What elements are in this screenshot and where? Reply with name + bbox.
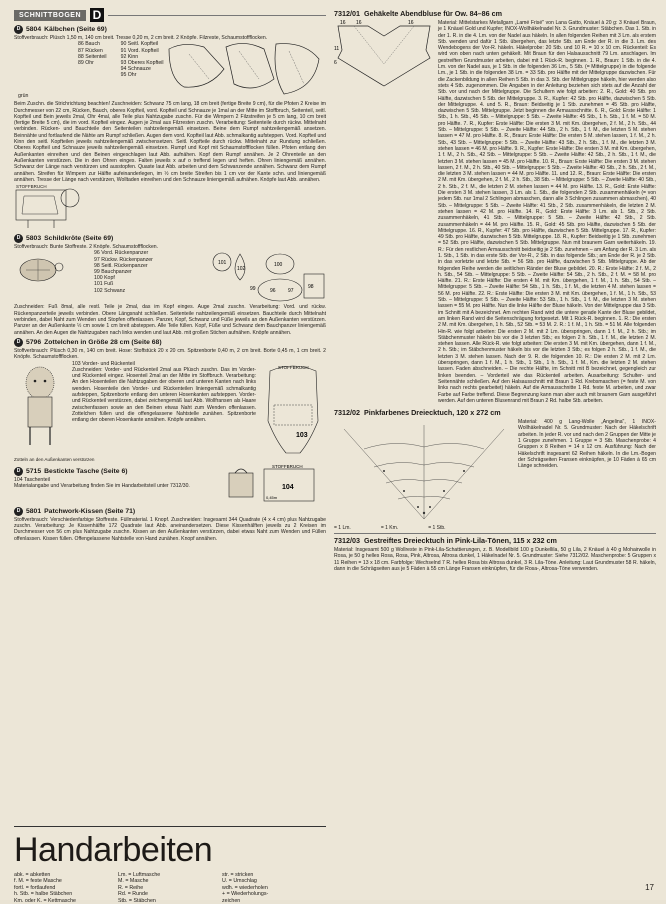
part-label: 104 Taschenteil [14,476,50,483]
handarbeiten-box [14,826,326,904]
abbreviation-item: Rd. = Runde [118,891,148,898]
part-label: 97 Rückw. Rückenpanzer [94,256,153,263]
instructions-text: Beim Zuschn. die Strichrichtung beachten! Zuschneiden: Schwanz 75 cm lang, 18 cm breit (fertige Breite 9 cm), für die Pfoten 2 Kreise im Durchmesser von 22 cm, Rücken, Bauch, oberes Kopfteil, vord. Kopfteil und Schnauze je 1mal an der Mitte im Stoffbruch, Seitenteil, seitl. Kopfteil und Bein jeweils 2mal, Ohr 4mal, alle Teile plus Nahtzugabe zuschn. Für die Wimpern 2 Filzstreifen je 5 cm lang, 10 cm breit (fertige Breite 5 cm), die im vord. Kopfteil eingez. Augen je 2mal aus Filzresten zuschn. Verarbeitung: Seitenteile durch rückw. Mittelnaht verbinden. Rücken- und Bauchteile den Seitenteilen nahtzeilengemäß einsetzen. Beine dem Rumpf nahtzeilengemäß ansetzen. Beinnähte und fortlaufend die Nähte am Rumpf schließen. Augen dem vord. Kopfteil laut Abb. schmalkantig aufsteppen. Vord. Kopfteil und Kinn den seitl. Kopfteilen jeweils nahtzeilengemäß zwischensetzen. Seitl. Kopfteile durch rückw. Mittelnaht zur Rundung schließen. Oberes Kopfteil und Schnauze jeweils nahtzeilengemäß einsetzen. Rumpf und Kopf mit Schaumstoffflocken füllen. Pfoten entlang den Außenkanten einreihen und den Beinen eingeschlagen laut Abb. aufnähen. Kopf dem Rumpf annähen. Je 2 Ohrenteile an den Außenkanten verstürzen. Die in den Ohren einges. Falten jeweils x auf o treffend legen und heften. Ohren liniengemäß annähen. Schwanz der Länge nach verstürzen und ausstopfen. Quaste laut Abb. arbeiten und dem Schwanzende annähen. Schwanz dem Rumpf annähen. Streifen für Wimpern zur Hälfte aufeinanderlegen, im ½ cm breite Streifen bis 1 cm vor der Kante schn. und liniengemäß annähen. Tresse der Länge nach verstürzen, Wolltaden einreihen und den Schnauze liniengemäß aufnähen. Knöpfe laut Abb. annähen. [14,101,326,183]
instructions-text: Zuschneiden: Fuß 8mal, alle restl. Teile je 2mal, das im Kopf einges. Auge 2mal zuschn. Verarbeitung: Vord. und rückw. Rückenpanzerteile jeweils verbinden. Obere Längsnaht schließen. Seitenteile nahtzeilengemäß einsetzen. Bauchteile durch Mittelnaht verbinden, dabei Naht zum Wenden und Stopfen offenlassen. Panzer, Kopf, Schwanz und Füße jeweils an den Außenkanten verstürzen. Panzer an der Außenkante ½ cm sowie 1 cm breit absteppen. Alle Teile füllen. Kopf, Füße und Schwanz dem Bauchpanzer liniengemäß annähen. An den Augen die Nahtzugaben nach links wenden und laut Abb. mit großen Stichen aufnähen. Knöpfe annähen. [14,304,326,336]
pattern-title-abendbluse [334,9,656,18]
calf-pattern-sketch [164,39,324,101]
instructions-text: Material: 400 g Lang-Wolle „Angelina", 1 INOX-Wollhäkelnadel Nr. 5. Grundmuster: Nach der Häkelschrift arbeiten. In jeder R. vor und nach den 2 Gruppen der Mitte je 1 Gruppe zunehmen. 1 Gruppe = 3 Stb. Maschenprobe: 4 Gruppen x 8 Reihen = 14 x 12 cm. Ausführung: Nach der Häkelschrift insgesamt 62 Reihen häkeln. In die Lm.-Bogen der Schrägseiten Fransen einknüpfen, je 10 Fäden à 65 cm Länge schneiden. [518,419,656,470]
part-label: 99 Bauchpanzer [94,269,132,276]
part-label: 87 Rücken [78,47,103,54]
pattern-number: 7312/02 [334,408,360,418]
pattern-title: Gestreiftes Dreiecktuch in Pink-Lila-Tönen, 115 x 232 cm [363,536,557,546]
part-label: 94 Schnauze [120,66,151,73]
parts-list [94,250,153,293]
section-patchwork [14,507,326,542]
fig-number: 98 [308,284,314,291]
blouse-schematic [334,20,434,90]
legend-item: = 1 Km. [380,525,399,532]
pattern-badge-icon: D [14,25,23,34]
instructions-text: Stoffverbrauch: Verschiedenfarbige Stoffreste. Füllmaterial. 1 Knopf. Zuschneiden: Insgesamt 344 Quadrate (4 x 4 cm) plus Nahtzugabe zuschn. Verarbeitung: Je Kissenhälfte 172 Quadrate laut Abb. aneinandersetzen. Diese Kissenhälften jeweils zu 2 Kreisen im Durchmesser von 56 cm plus Nahtzugabe zuschn. Kissen an den Außenkanten verstürzen, dabei etwas Naht zum Wenden und Füllen offenlassen. Kissen füllen. Offengelassene Nahtstelle von Hand zunähen. Knopf annähen. [14,516,326,542]
abbreviation-item: h. Stb. = halbe Stäbchen [14,891,73,898]
fold-label: STOFFBRUCH [272,463,303,469]
part-label: 101 Fuß [94,281,114,288]
part-label: 102 Schwanz [94,287,126,294]
calf-illustration [14,184,84,230]
handarbeiten-title: Handarbeiten [14,831,213,869]
part-label: 89 Ohr [78,59,94,66]
header-letter: D [90,8,104,22]
abbreviation-item: R. = Reihe [118,884,144,891]
abbreviation-item: abk. = abketten [14,872,51,878]
part-label: 91 Vord. Kopfteil [120,47,159,54]
fig-number: 100 [274,262,283,269]
part-label: 90 Seitl. Kopfteil [120,41,159,48]
fig-number: 99 [250,286,256,293]
abbreviation-item: Lm. = Luftmasche [118,872,161,878]
left-column [14,8,326,904]
fig-note: Zotteln an den Außenkanten verstürzen [14,456,95,462]
section-schildkroete [14,234,326,336]
fold-label: STOFFBRUCH [16,184,47,190]
chart-mark: 16 [356,20,362,26]
zottelchen-illustration [14,361,68,457]
header-label: SCHNITTBOGEN [14,10,86,21]
part-label: 98 Seitl. Rückenpanzer [94,262,148,269]
section-zottelchen [14,338,326,463]
pattern-number: 5803 [26,235,42,243]
pattern-title-dreiecktuch [334,408,656,417]
part-label: 96 Vord. Rückenpanzer [94,250,149,257]
header-rule [108,15,326,16]
part-label: 92 Kinn [120,53,139,60]
abbreviation-item: M. = Masche [118,878,149,885]
bag-illustration [226,465,256,499]
pattern-title: Patchwork-Kissen (Seite 71) [44,507,136,515]
abbreviation-item: fortl. = fortlaufend [14,884,56,891]
fig-number: 96 [270,288,276,295]
abbreviation-item: Stb. = Stäbchen [118,897,156,904]
abbreviation-item: str. = stricken [222,872,254,878]
fig-number: 101 [218,260,227,267]
pattern-number: 5715 [26,467,42,475]
fig-number: 103 [296,431,308,439]
zottelchen-pattern-sketch [260,361,326,457]
part-label: 103 Vorder- und Rückenteil [72,360,135,367]
pattern-title: Bestickte Tasche (Seite 6) [44,467,128,475]
pattern-number: 7312/01 [334,9,360,18]
symbol-legend [334,525,656,531]
chart-mark: 6 [334,60,337,66]
section-tasche [14,465,326,505]
pattern-title: Gehäkelte Abendbluse für Ow. 84–86 cm [363,9,503,18]
instructions-text: Material: Mittelstarkes Metallgarn „Lamé Frisé" von Lana Gatto, Knäuel à 20 g: 3 Knäuel Braun, je 1 Knäuel Gold und Kupfer; INOX-Wollhäkelnadel Nr. 3. Grundmuster: Stäbchen. Das 1. Stb. in der 1. R. in die 4. Lm. von der Nadel aus häkeln. In allen folgenden Reihen mit 3 Lm. als erstem Stb. wenden und dafür 1 Stb. übergehen, das letzte Stb. am Ende der R. in die 3. Lm. des Wendebogens der Vor-R. häkeln. Häkelprobe: 20 Stb. und 10 R. = 10 x 10 cm. Rückenteil: Es wird von oben nach unten gehäkelt. Mit Braun für den Halsausschnitt 79 Lm. anschlagen. Im gestreiften Grundmuster arbeiten, dabei mit 1 Rück-R. beginnen. 1. R., Braun: 1 Stb. in die 4. Lm. von der Nadel aus, je 1 Stb. in die folgenden 36 Lm., 5 Stb. (= Mittelgruppe) in die folgende Lm., je 1 Stb. in die folgenden 38 Lm. = 33 Stb. pro Hälfte mit der Mittelgruppe dazwischen. Für die Zackenbildung in allen Reihen 5 Stb. in das 3. Stb. der Mittelgruppe häkeln, hier werden also stets 4 Stb. zugenommen. Die Angaben in der Anleitung beziehen sich stets auf die Anzahl der Stb. vor und nach der Mittelgruppe. Die Schultern wie folgt arbeiten: 2. R., Gold: 40 Stb. pro Hälfte, dazwischen 5 Stb. der Mittelgruppe. 3. R., Kupfer: 42 Stb. pro Hälfte, dazwischen 5 Stb. der Mittelgruppe. 4. und 5. R., Braun: Beidseitig je 1 Stb. zunehmen = 45 Stb. pro Hälfte, dazwischen 5 Stb. Mittelgruppe. Jetzt beginnen die Armausschnitte. 6. R., Gold: Erste Hälfte: 1 Stb., 1 h. Stb., 45 Stb. – Mittelgruppe: 5 Stb. – Zweite Hälfte: 45 Stb., 1 h. Stb., 1 f. M. = 50 M. pro Hälfte. 7. R., Kupfer: Erste Hälfte: Die ersten 3 M. mit Km. übergehen, 2 f. M., 2 h. Stb., 44 Stb. – Mittelgruppe: 5 Stb. – Zweite Hälfte: 44 Stb., 2 h. Stb., 1 f. M., die letzten 5 M. stehen lassen = 47 M. pro Hälfte. 8. R., Braun: Erste Hälfte: Die ersten 5 M. stehen lassen, 1 f. M., 2 h. Stb., 43 Stb. – Mittelgruppe: 5 Stb. – Zweite Hälfte: 43 Stb., 2 h. Stb., 1 f. M., die letzten 3 M. stehen lassen = 46 M. pro Hälfte. 9. R., Kupfer: Erste Hälfte: Die ersten 3 M. mit Km. übergehen, 1 f. M., 2 h. Stb., 42 Stb. – Mittelgruppe: 5 Stb. – Zweite Hälfte: 42 Stb., 2 h. Stb., 1 f. M., die letzten 3 M. stehen lassen = 45 M. pro Hälfte. 10. R., Braun: Erste Hälfte: Die ersten 3 M. stehen lassen, 2 f. M., 2 h. Stb., 40 Stb. – Mittelgruppe: 5 Stb. – Zweite Hälfte: 40 Stb., 2 h. Stb., 2 f. M., die letzten 3 M. stehen lassen = 44 M. pro Hälfte. 11. und 12. R., Braun: Erste Hälfte: Die ersten 2 M. mit Km. übergehen, 2 f. M., 2 h. Stb., 38 Stb. – Mittelgruppe: 5 Stb. – Zweite Hälfte: 40 Stb., 2 h. Stb., 2 f. M., die letzten 2 M. stehen lassen = 44 M. pro Hälfte. 13. R., Gold: Erste Hälfte: Die ersten 3 M. stehen lassen, 3 Lm. als 1. Stb., die folgenden 2 Stb. zusammenhäkeln (= von jedem Stb. nur 1mal 2 Schlingen abmaschen, dann alle 3 Schlingen zusammen abmaschen), 40 Stb. – Mittelgruppe: 5 Stb. – Zweite Hälfte: 41 Stb., 2 Stb. zusammenhäkeln, die letzten 2 M. stehen lassen = 42 M. pro Hälfte. 14. R., Gold: Erste Hälfte: 3 Lm. als 1. Stb., 2 Stb. zusammenhäkeln, 41 Stb. – Mittelgruppe: 5 Stb. – Zweite Hälfte: 42 Stb., 2 Stb. zusammenhäkeln = 44 M. pro Hälfte. 15. R., Gold: 45 Stb. pro Hälfte, dazwischen 5 Stb. der Mittelgruppe. 16. R., Kupfer: 47 Stb. pro Hälfte, dazwischen 5 Stb. Mittelgruppe. 17. R., Kupfer: 49 Stb. pro Hälfte, dazwischen 5 Stb. Mittelgruppe. 18. R., Kupfer: Beidseitig je 1 Stb. zunehmen = 52 Stb. pro Hälfte, dazwischen 5 Stb. Mittelgruppe. Nun mit braunem Garn weiterhäkeln. 19. R.: Für den restlichen Armausschnitt beidseitig je 2 Stb. zunehmen – am Anfang der R. 3 Lm. als 1. Stb., 1 Stb. in das erste Stb. der Vor-R., 2 Stb. in das folgende Stb.; am Ende der R. je 2 Stb. in das vorletzte und letzte Stb. = 56 Stb. pro Hälfte, dazwischen 5 Stb. Mittelgruppe. Ab der folgenden Reihe werden die seitlichen Ränder der Bluse gebildet. 20. R.: Erste Hälfte: 2 f. M., 2 h. Stb., 54 Stb. – Mittelgruppe: 5 Stb. – Zweite Hälfte: 54 Stb., 2 h. Stb., 2 f. M. = 58 M. pro Hälfte. 21. R.: Erste Hälfte: Die ersten 4 M. mit Km. übergehen, 1 f. M., 1 h. Stb., 54 Stb. – Mittelgruppe: 5 Stb. – Zweite Hälfte: 54 Stb., 1 h. Stb., 1 f. M., die letzten 4 M. stehen lassen = 56 M. pro Hälfte. 22. R.: Erste Hälfte: Die ersten 3 M. mit Km. übergehen, 1 f. M., 1 h. Stb., 53 Stb. – Mittelgruppe: 5 Stb. – Zweite Hälfte: 53 Stb., 1 h. Stb., 1 f. M., die letzten 3 M. stehen lassen = 55 M. pro Hälfte. Nun die linke Hälfte der Bluse häkeln. Von der Mittelgruppe das 3 Stb. im Schnitt mit A bezeichnet. Am rechten Rand wird die untere gerade Kante der Bluse gebildet, am linken Rand wird die Seitenschrägung fortgesetzt. Mit 1 Rück-R. beginnen. 1. R.: Die ersten 2 M. mit Km. übergehen, 1 h. Stb., 52 Stb. = 53 M. 2. R.: 1 f. M., 1 h. Stb. = 51 M. Alle folgenden Hin-R. wie folgt arbeiten: Die ersten 2 M. mit 2 Lm. überspringen, dann 1 f. M., 2 h. Stb.; im Stäbchenmuster häkeln bis vor die 3 letzten Stb.; es folgen 2 h. Stb., 1 f. M., die letzten 2 M. stehen lassen. Alle Rück-R. wie folgt arbeiten: Die ersten 3 M. mit Km. übergehen, dann 1 f. M., 2 h. Stb.; im Stäbchenmuster häkeln bis vor die letzten 3 Stb.; es folgen 2 h. Stb., 1 f. M., die letzten 3 M. stehen lassen. Nach der 9. R. die folgenden 10. R.: Die ersten 2 M. mit 2 Lm. überspringen, dann 1 f. M., 1 h. Stb., 1 Stb., 1 h. Stb., 1 f. M., Km. die letzten 2 M. stehen lassen. Faden abschneiden. – Die rechte Hälfte, im Schnitt mit B bezeichnet, gegengleich zur linken beenden. – Vorderteil wie das Rückenteil arbeiten. Ausarbeitung: Schulter- und Seitennähte schließen. Auf den Halsausschnitt mit Braun 1 Rd. Krebsmaschen (= feste M. von links nach rechts gearbeitet) häkeln. Auf die Armausschnitte 1 Rd. feste M. arbeiten, und zwar Farbe auf Farbe treffend. Diese Begrenzung kann man aber auch mit braunem Garn ausgeführt werden. Auf den unteren Blusenrand mit Braun 2 Rd. halbe Stb. arbeiten. [438,20,656,404]
pattern-title: Zottelchen in Größe 28 cm (Seite 68) [44,338,162,346]
abbreviation-list [14,872,326,904]
pattern-number: 5801 [26,507,42,515]
legend-item: = 1 Lm. [334,525,351,532]
fig-number: 102 [237,266,246,273]
pattern-title-gestreift [334,533,656,545]
part-label: 88 Seitenteil [78,53,107,60]
pattern-number: 5804 [26,26,42,33]
instructions-text: Material: Insgesamt 500 g Wollreste in Pink-Lila-Schattierungen, z. B. Modellbild 100 g Dunkellila, 50 g Lila, 2 Knäuel à 40 g Mohairwolle in Rosa, je 50 g helles Rosa, Rosa, Pink, Altrosa, Altrosa dunkel, 1 Häkelnadel Nr. 5. Grundmuster: Siehe 7312/02. Maschenprobe: 5 Gruppen x 11 Reihen = 13 x 18 cm. Farbfolge: Wechselnd 7 R. helles Rosa bis Altrosa dunkel, 3 R. Lila-Töne. Anleitung: Laut Grundmuster 58 R. häkeln, dann in die Schrägseiten aus je 5 Fäden à 55 cm Länge Fransen einknüpfen, für die Rosa-, Altrosa-Töne verwenden. [334,547,656,572]
color-legend-label: grün [18,93,29,100]
pattern-number: 5796 [26,338,42,346]
page-number: 17 [645,883,654,892]
bag-pattern-sketch [262,465,326,505]
pattern-badge-icon: D [14,234,23,243]
abbreviation-item: U. = Umschlag [222,878,257,885]
material-text: Stoffverbrauch: Bunte Stoffreste. 2 Knöpfe. Schaumstoffflocken. [14,244,159,251]
abbreviation-item: wdh. = wiederholen [222,884,268,891]
parts-list [78,41,164,78]
material-text: Stoffverbrauch: Plüsch 1,50 m, 140 cm breit. Tresse 0,20 m, 2 cm breit. 2 Knöpfe. Filzreste, Schaumstoffflocken. [14,35,268,41]
abbreviation-item: + = Wiederholungs- [222,891,269,898]
pattern-title: Pinkfarbenes Dreiecktuch, 120 x 272 cm [363,408,501,418]
turtle-illustration [14,252,64,288]
part-label: 93 Oberes Kopfteil [120,59,164,66]
pattern-badge-icon: D [14,338,23,347]
fig-number: 104 [282,483,294,491]
abbreviation-item: zeichen [222,897,241,904]
turtle-pattern-sketch [210,250,326,304]
fig-number: 97 [288,288,294,295]
section-header [14,8,326,22]
pattern-title: Kälbchen (Seite 69) [44,26,107,33]
chart-mark: 16 [408,20,414,26]
section-kaelbchen [14,25,326,232]
pattern-title: Schildkröte (Seite 69) [44,235,114,243]
part-label: 100 Kopf [94,275,115,282]
pattern-number: 7312/03 [334,536,360,546]
part-label: 95 Ohr [120,72,137,79]
chart-mark: 11 [334,46,340,52]
dimension-label: 0,45m [266,494,278,500]
chart-mark: 16 [340,20,346,26]
crochet-chart [334,419,514,523]
right-column [334,8,656,888]
part-label: 86 Bauch [78,41,100,48]
abbreviation-item: Km. oder K. = Kettmasche [14,897,76,904]
pattern-badge-icon: D [14,467,23,476]
instructions-text: Materialangabe und Verarbeitung finden Sie im Handarbeitsteil unter 7312/30. [14,482,190,489]
pattern-badge-icon: D [14,507,23,516]
legend-item: = 1 Stb. [428,525,446,532]
fold-label: STOFFBRUCH [278,364,309,370]
abbreviation-item: f. M. = feste Masche [14,878,62,885]
material-text: Stoffverbrauch: Plüsch 0,30 m, 140 cm breit. Hose: Stoffstück 20 x 20 cm. Spitzenborte 0,40 m, 2 cm breit. Borte 0,45 m, 1 cm breit. 2 Knöpfe. Schaumstoffflocken. [14,347,326,361]
instructions-text: Zuschneiden: Vorder- und Rückenteil 2mal aus Plüsch zuschn. Das im Vorder- und Rückenteil eingez. Hosenteil 2mal an der Mitte im Stoffbruch. Verarbeitung: An den Hosenteilen die Nahtzugaben der oberen und unteren Kanten nach links wenden. Hosenteile den Vorder- und Rückenteilen liniengemäß schmalkantig aufsteppen, Spitzenborte entlang den unteren Hosenkanten aufsteppen. Vorder- und Rückenteil verstürzen, dabei zeichengemäß laut Abb. Wollfransen als Haare zwischenfassen sowie an den Beinen etwas Naht zum Wenden offenlassen. Zottelchen füllen und die offengelassene Nahtstelle zunähen. Spitzenborte entlang der oberen Hosenkante annähen. Knöpfe annähen. [72,366,256,424]
part-label [78,72,107,78]
